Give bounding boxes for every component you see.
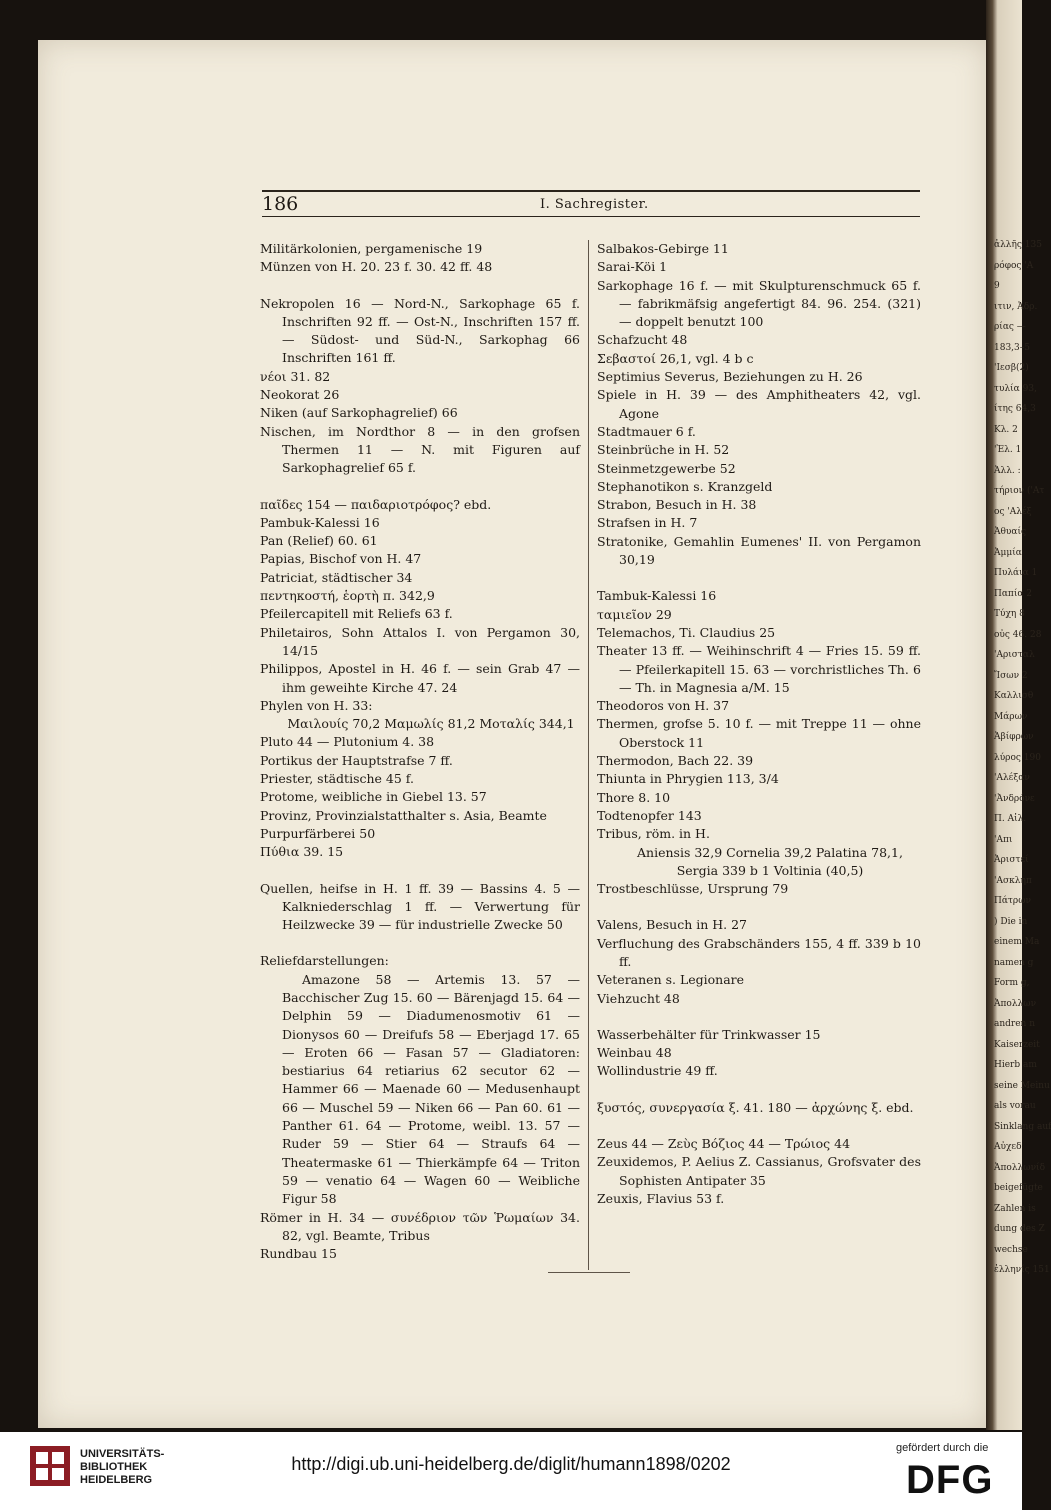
edge-fragment: Kaiserzeit [994,1039,1040,1050]
index-entry: Zeuxis, Flavius 53 f. [597,1190,725,1206]
edge-fragment: 'Ἀνδρόνε [994,793,1035,804]
index-entry: Purpurfärberei 50 [260,825,376,841]
index-entry: Amazone 58 — Artemis 13. 57 — Bacchischer Zug 15. 60 — Bärenjagd 15. 64 — Delphin 59 — Diadumenosmotiv 61 — Dionysos 60 — Dreifufs 58 — Eberjagd 17. 65 — Eroten 66 — Fasan 57 — Gladiatoren: bestiarius 64 retiarius 62 secutor 62 — Hammer 66 — Maenade 60 — Medusenhaupt 66 — Muschel 59 — Niken 66 — Pan 60. 61 — Panther 61. 64 — Protome, weibl. 13. 57 — Ruder 59 — Stier 64 — Straufs 64 — Theatermaske 61 — Thierkämpfe 64 — Triton 59 — venatio 64 — Wagen 60 — Weibliche Figur 58 [282,971,580,1207]
dfg-logo-icon[interactable]: DFG [906,1458,994,1502]
edge-fragment: 'Ιεσβ(2) [994,363,1029,373]
library-line-3: HEIDELBERG [80,1474,153,1486]
section-gap [260,277,580,295]
edge-fragment: beigefügte [994,1183,1043,1193]
edge-fragment: ) Die in [994,916,1028,927]
edge-fragment: seine Meinu [994,1080,1050,1091]
index-entry: Pambuk-Kalessi 16 [260,514,380,530]
index-entry: Wollindustrie 49 ff. [597,1063,718,1079]
column-divider [588,240,589,1270]
index-entry: Thermodon, Bach 22. 39 [597,753,754,769]
index-entry: νέοι 31. 82 [260,368,331,384]
edge-fragment: λύρος 190 [994,752,1041,763]
end-rule [548,1272,630,1273]
index-entry: Strabon, Besuch in H. 38 [597,497,757,513]
edge-fragment: Κλ. 2 [994,424,1018,435]
index-entry: Πύθια 39. 15 [260,844,344,860]
index-entry: πεντηκοστή, ἑορτὴ π. 342,9 [260,588,435,604]
index-entry: Σεβαστοί 26,1, vgl. 4 b c [597,350,754,366]
edge-fragment: Ἀπολλωνίδ [994,1162,1045,1173]
index-entry: Römer in H. 34 — συνέδριον τῶν Ῥωμαίων 34. 82, vgl. Beamte, Tribus [260,1209,580,1243]
index-entry: Stratonike, Gemahlin Eumenes' II. von Pergamon 30,19 [597,533,921,568]
edge-fragment: 'Απι [994,834,1013,845]
edge-fragment: Ἀπολλων [994,998,1037,1009]
edge-fragment: ίτης 64,3 [994,404,1036,414]
section-gap [597,1117,921,1135]
index-entry: Zeuxidemos, P. Aelius Z. Cassianus, Grofsvater des Sophisten Antipater 35 [597,1154,921,1188]
index-entry: ταμιεῖον 29 [597,606,672,622]
edge-fragment: 183,3–5 [994,342,1030,353]
edge-fragment: Τύχη 8 [994,609,1025,619]
index-entry: Telemachos, Ti. Claudius 25 [597,624,776,640]
index-entry: Patriciat, städtischer 34 [260,569,413,585]
index-entry: Nekropolen 16 — Nord-N., Sarkophage 65 f. Inschriften 92 ff. — Ost-N., Inschriften 157 ff. — Südost- und Süd-N., Sarkophag 66 Inschriften 161 ff. [260,295,580,366]
edge-fragment: Ἀμμία [994,547,1022,558]
index-entry: Veteranen s. Legionare [597,972,745,988]
viewer-footer [0,1432,1022,1510]
index-entry: Steinmetzgewerbe 52 [597,460,736,476]
index-entry: Neokorat 26 [260,387,340,403]
edge-fragment: οὐς 46. 28 [994,629,1042,640]
edge-fragment: einem Ma [994,937,1040,947]
section-gap [597,1081,921,1099]
edge-fragment: ρόφος 'Α [994,260,1034,271]
edge-fragment: Ἀβίφρων [994,732,1034,742]
edge-fragment: ρίας — [994,322,1026,332]
index-entry: Protome, weibliche in Giebel 13. 57 [260,789,487,805]
index-entry: Schafzucht 48 [597,332,688,348]
edge-fragment: 'Αρισταλ [994,650,1035,660]
index-entry: Pluto 44 — Plutonium 4. 38 [260,734,435,750]
edge-fragment: Π. Αἰλ. [994,814,1027,824]
index-entry: Münzen von H. 20. 23 f. 30. 42 ff. 48 [260,259,493,275]
index-entry: Philippos, Apostel in H. 46 f. — sein Grab 47 — ihm geweihte Kirche 47. 24 [260,661,580,695]
index-column-left [260,240,580,1263]
index-entry: Thermen, grofse 5. 10 f. — mit Treppe 11 — ohne Oberstock 11 [597,716,921,750]
edge-fragment: 'Αλέξαν [994,773,1030,783]
index-entry: Nischen, im Nordthor 8 — in den grofsen Thermen 11 — N. mit Figuren auf Sarkophagrelief 65 f. [260,423,580,476]
edge-fragment: Form g, [994,978,1030,988]
section-gap [260,934,580,952]
index-entry: Quellen, heifse in H. 1 ff. 39 — Bassins 4. 5 — Kalkniederschlag 1 ff. — Verwertung für Heilzwecke 39 — für industrielle Zwecke 50 [260,880,580,933]
edge-fragment: Ἀθυαίς [994,527,1027,537]
library-line-1: UNIVERSITÄTS- [80,1448,165,1460]
index-entry: Priester, städtische 45 f. [260,771,414,787]
index-entry: ξυστός, συνεργασία ξ. 41. 180 — ἀρχώνης ξ. ebd. [597,1099,914,1115]
edge-fragment: Αὐχεδ [994,1142,1022,1152]
edge-fragment: τυλία 93, [994,383,1037,394]
header-rule-top [262,190,920,192]
section-gap [597,898,921,916]
index-entry: Steinbrüche in H. 52 [597,442,730,458]
index-entry: Strafsen in H. 7 [597,515,698,531]
edge-fragment: ἐλληνίς 151 [994,1265,1050,1275]
index-entry: Zeus 44 — Ζεὺς Βόζιος 44 — Τρώιος 44 [597,1136,851,1152]
running-head: I. Sachregister. [540,197,649,212]
index-entry: Todtenopfer 143 [597,807,702,823]
index-entry: Niken (auf Sarkophagrelief) 66 [260,405,458,421]
page-number: 186 [262,193,299,215]
index-entry: Rundbau 15 [260,1246,337,1262]
edge-fragment: Πυλάια 1 [994,568,1038,578]
index-entry: Reliefdarstellungen: [260,953,389,969]
edge-fragment: Καλλισθ [994,691,1034,701]
edge-fragment: 9 [994,281,1000,291]
index-entry: Valens, Besuch in H. 27 [597,917,747,933]
edge-fragment: Hierb am [994,1060,1037,1070]
index-column-right [597,240,921,1208]
index-entry: Viehzucht 48 [597,990,680,1006]
index-entry: Tribus, röm. in H. [597,826,710,842]
index-entry: Stadtmauer 6 f. [597,423,696,439]
index-entry: Thore 8. 10 [597,789,671,805]
section-gap [597,1008,921,1026]
edge-fragment: Ἀλλ. : [994,465,1021,476]
header-rule-bottom [262,216,920,217]
index-entry: Tambuk-Kalessi 16 [597,588,717,604]
index-entry: Stephanotikon s. Kranzgeld [597,478,773,494]
index-entry: παῖδες 154 — παιδαριοτρόφος? ebd. [260,496,492,512]
index-entry: Spiele in H. 39 — des Amphitheaters 42, vgl. Agone [597,387,921,421]
index-entry: Thiunta in Phrygien 113, 3/4 [597,771,779,787]
index-entry: Septimius Severus, Beziehungen zu H. 26 [597,369,863,385]
edge-fragment: Μάρων [994,711,1028,722]
index-entry: Μαιλουίς 70,2 Μαμωλίς 81,2 Μοταλίς 344,1 [287,716,575,732]
edge-fragment: als vorau [994,1101,1036,1111]
index-entry: Wasserbehälter für Trinkwasser 15 [597,1026,821,1042]
index-entry: Phylen von H. 33: [260,697,373,713]
edge-fragment: namen g [994,957,1034,968]
index-entry: Papias, Bischof von H. 47 [260,551,422,567]
library-line-2: BIBLIOTHEK [80,1461,148,1473]
edge-fragment: Πάτρων [994,896,1032,906]
edge-fragment: Ἴσων 2 [994,670,1028,681]
index-entry: Salbakos-Gebirge 11 [597,241,729,256]
edge-fragment: τήριον ('Ατ [994,486,1045,496]
edge-fragment: andren n [994,1019,1036,1029]
edge-fragment: 'Ἐλ. 1 [994,445,1022,455]
edge-fragment: 'Ασκληπ [994,875,1032,886]
index-entry: Militärkolonien, pergamenische 19 [260,241,483,256]
section-gap [260,478,580,496]
index-entry: Weinbau 48 [597,1045,672,1061]
section-gap [597,569,921,587]
index-entry: Sarai-Köi 1 [597,259,668,275]
index-entry: Trostbeschlüsse, Ursprung 79 [597,881,789,897]
edge-fragment: dung des Z [994,1224,1045,1234]
sponsor-label: gefördert durch die [896,1442,989,1454]
edge-fragment: wechse [994,1244,1028,1255]
edge-fragment: ιτιν, Ἀδρ. [994,301,1038,312]
index-entry: Theater 13 ff. — Weihinschrift 4 — Fries 15. 59 ff. — Pfeilerkapitell 15. 63 — vorchristliches Th. 6 — Th. in Magnesia a/M. 15 [597,643,921,695]
index-entry: Pan (Relief) 60. 61 [260,533,378,549]
index-entry: Verfluchung des Grabschänders 155, 4 ff. 339 b 10 ff. [597,935,921,969]
edge-fragment: Zahlen is [994,1203,1036,1214]
edge-fragment: Sinklang auf [994,1121,1051,1132]
permalink-url[interactable]: http://digi.ub.uni-heidelberg.de/diglit/humann1898/0202 [291,1454,731,1474]
edge-fragment: ος 'Αλέξ [994,506,1032,517]
index-entry: Sarkophage 16 f. — mit Skulpturenschmuck 65 f. — fabrikmäfsig angefertigt 84. 96. 254. (321) — doppelt benutzt 100 [597,277,921,330]
index-entry: Provinz, Provinzialstatthalter s. Asia, Beamte [260,807,547,823]
edge-fragment: Ἀριστεί [994,855,1029,865]
adjacent-page-edge [986,0,1051,1430]
section-gap [260,862,580,880]
edge-fragment: Παπία 2 [994,588,1033,599]
index-entry: Pfeilercapitell mit Reliefs 63 f. [260,606,453,622]
index-entry: Philetairos, Sohn Attalos I. von Pergamon 30, 14/15 [260,624,580,658]
index-entry: Portikus der Hauptstrafse 7 ff. [260,752,453,768]
index-entry: Aniensis 32,9 Cornelia 39,2 Palatina 78,1, Sergia 339 b 1 Voltinia (40,5) [637,844,903,878]
edge-fragment: ἀλλῆς 135 [994,240,1042,250]
index-entry: Theodoros von H. 37 [597,698,730,714]
